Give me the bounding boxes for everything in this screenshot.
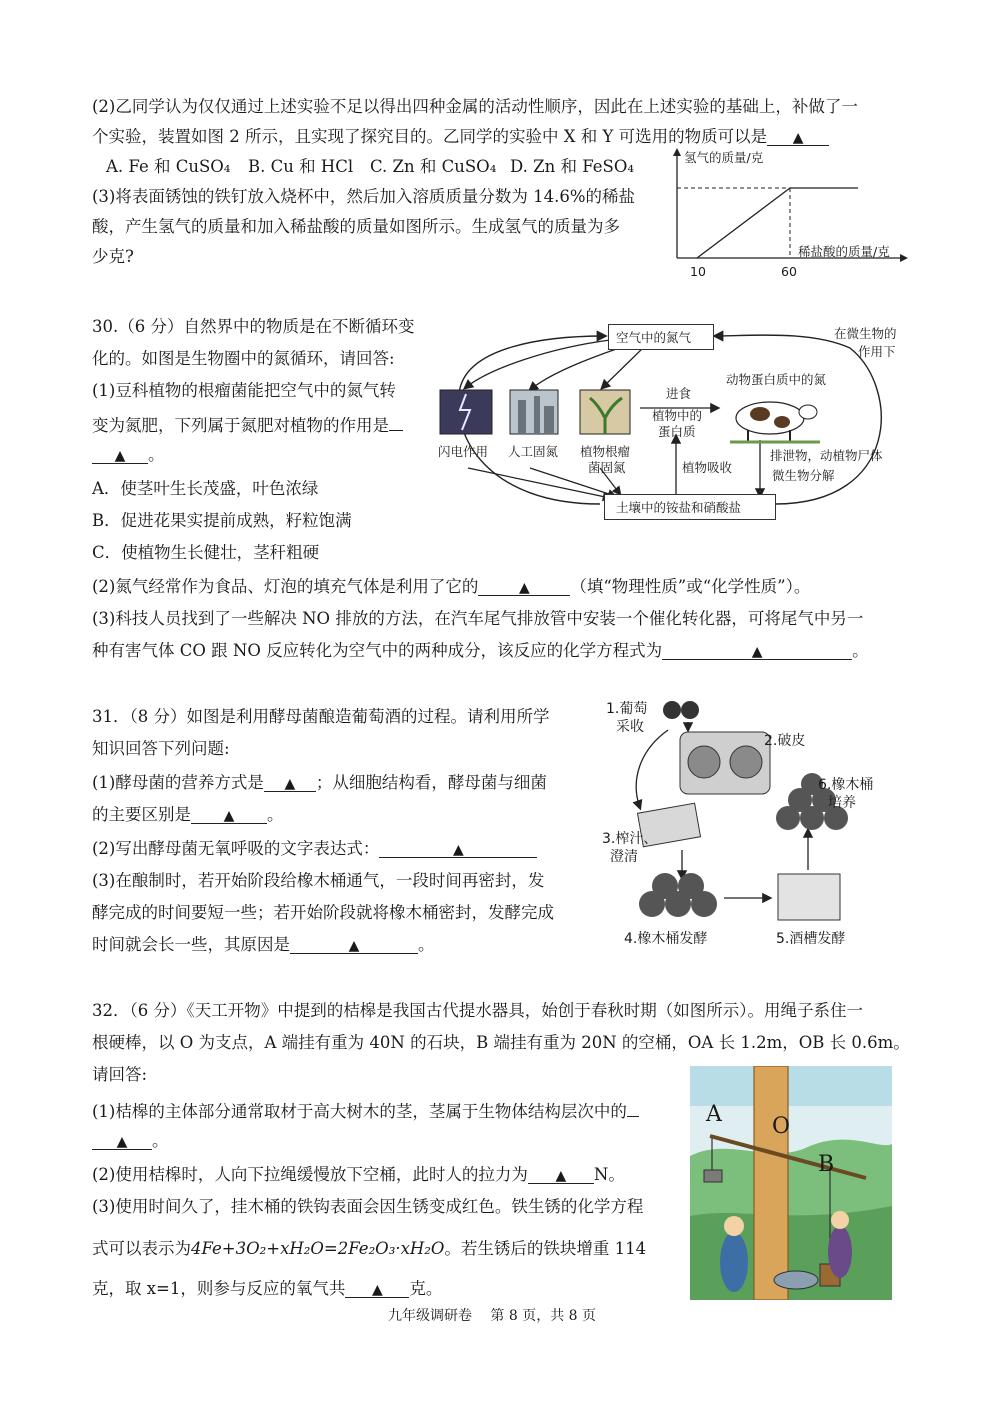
excrete-label-1: 排泄物，动植物尸体 xyxy=(770,448,883,463)
animal-protein-label: 动物蛋白质中的氮 xyxy=(726,372,827,387)
q32-line8 xyxy=(92,1238,646,1260)
microbe-label-2: 作用下 xyxy=(858,344,896,359)
answer-blank[interactable] xyxy=(345,1279,409,1298)
q31-line7: 酵完成的时间要短一些；若开始阶段就将橡木桶密封，发酵完成 xyxy=(92,903,554,922)
q32-line5: ▲ 。 xyxy=(92,1130,169,1152)
eat-label-1: 进食 xyxy=(666,386,692,401)
answer-blank[interactable] xyxy=(379,839,537,858)
q30-p3-end: 。 xyxy=(852,641,869,660)
step1-label-b: 采收 xyxy=(616,719,644,735)
q32-line6 xyxy=(92,1164,625,1186)
q31-line4-text: 的主要区别是 xyxy=(92,805,191,824)
q30-p2-text: (2)氮气经常作为食品、灯泡的填充气体是利用了它的 xyxy=(92,577,479,596)
q29-option-b: B. Cu 和 HCl xyxy=(248,157,354,176)
step6-label-a: 6.橡木桶 xyxy=(818,777,874,793)
answer-blank[interactable] xyxy=(92,445,148,464)
x-axis-arrow xyxy=(900,254,908,262)
nitrogen-cycle-diagram xyxy=(430,318,910,528)
q29-option-d: D. Zn 和 FeSO₄ xyxy=(510,157,634,176)
blank-marker: ▲ xyxy=(555,1168,567,1184)
answer-blank[interactable] xyxy=(478,577,570,596)
answer-blank[interactable] xyxy=(92,1131,152,1150)
rust-equation: 4Fe+3O₂+xH₂O=2Fe₂O₃·xH₂O xyxy=(191,1239,445,1258)
q30-line4-text: 变为氮肥，下列属于氮肥对植物的作用是 xyxy=(92,416,389,435)
microbe-label-1: 在微生物的 xyxy=(834,326,897,341)
q30-line3: (1)豆科植物的根瘤菌能把空气中的氮气转 xyxy=(92,381,396,400)
blank-marker: ▲ xyxy=(348,938,360,954)
curve-rise xyxy=(697,188,790,258)
label-B: B xyxy=(818,1152,835,1177)
q31-line3-suffix: ；从细胞结构看，酵母菌与细菌 xyxy=(315,773,547,792)
step4-label: 4.橡木桶发酵 xyxy=(624,931,708,947)
winemaking-svg xyxy=(600,690,900,950)
q31-line8-suffix: 。 xyxy=(418,935,435,954)
step5-label: 5.酒槽发酵 xyxy=(776,931,846,947)
q30-line4 xyxy=(92,412,403,437)
q30-line1: 30.（6 分）自然界中的物质是在不断循环变 xyxy=(92,317,415,336)
q31-line4-suffix: 。 xyxy=(267,805,284,824)
q32-line9-text: 克，取 x=1，则参与反应的氧气共 xyxy=(92,1279,346,1298)
lightning-label: 闪电作用 xyxy=(438,444,489,459)
blank-marker: ▲ xyxy=(452,842,464,858)
q31-line6: (3)在酿制时，若开始阶段给橡木桶通气，一段时间再密封，发 xyxy=(92,871,545,890)
step6-label-b: 培养 xyxy=(828,795,856,811)
chart-tick-60: 60 xyxy=(781,264,797,279)
q32-line9 xyxy=(92,1278,442,1300)
q31-line2: 知识回答下列问题: xyxy=(92,739,230,758)
q31-line8 xyxy=(92,934,435,956)
q29-p2-line1: (2)乙同学认为仅仅通过上述实验不足以得出四种金属的活动性顺序，因此在上述实验的基础上，补做了一 xyxy=(92,97,858,116)
q29-p2-line2 xyxy=(92,126,829,148)
q29-p2-line2-text: 个实验，装置如图 2 所示，且实现了探究目的。乙同学的实验中 X 和 Y 可选用的物质可以是 xyxy=(92,127,768,146)
q29-p3-line3: 少克? xyxy=(92,247,134,266)
rhizobia-label-2: 菌固氮 xyxy=(588,460,626,475)
answer-blank[interactable] xyxy=(528,1165,594,1184)
q32-line4 xyxy=(92,1098,639,1123)
q31-line3 xyxy=(92,772,547,794)
answer-blank-start[interactable] xyxy=(627,1098,639,1117)
answer-blank[interactable] xyxy=(191,805,267,824)
y-axis-arrow xyxy=(673,148,681,156)
answer-blank[interactable] xyxy=(290,935,418,954)
plant-absorb-label: 植物吸收 xyxy=(682,460,733,475)
q32-line4-text: (1)桔槔的主体部分通常取材于高大树木的茎，茎属于生物体结构层次中的 xyxy=(92,1102,627,1121)
q31-line1: 31．（8 分）如图是利用酵母菌酿造葡萄酒的过程。请利用所学 xyxy=(92,707,550,726)
blank-marker: ▲ xyxy=(284,776,296,792)
answer-blank[interactable] xyxy=(662,641,852,660)
blank-marker: ▲ xyxy=(751,644,763,660)
chart-tick-10: 10 xyxy=(690,264,706,279)
soil-salt-label: 土壤中的铵盐和硝酸盐 xyxy=(616,500,742,515)
step1-label-a: 1.葡萄 xyxy=(606,701,648,717)
q30-p3-line2 xyxy=(92,640,869,662)
q31-line5 xyxy=(92,838,537,860)
q29-option-c: C. Zn 和 CuSO₄ xyxy=(370,157,497,176)
step3-label-b: 澄清 xyxy=(610,849,638,865)
q32-line8-text: 式可以表示为 xyxy=(92,1239,191,1258)
q31-line3-text: (1)酵母菌的营养方式是 xyxy=(92,773,264,792)
q29-p3-line2: 酸，产生氢气的质量和加入稀盐酸的质量如图所示。生成氢气的质量为多 xyxy=(92,217,620,236)
q32-line2: 根硬棒，以 O 为支点，A 端挂有重为 40N 的石块，B 端挂有重为 20N 的空桶，OA 长 1.2m，OB 长 0.6m。 xyxy=(92,1033,910,1052)
blank-marker: ▲ xyxy=(116,1134,128,1150)
answer-blank-start[interactable] xyxy=(389,412,403,431)
step3-label-a: 3.榨汁、 xyxy=(602,831,658,847)
q32-line8-suffix: 。若生锈后的铁块增重 114 xyxy=(444,1239,647,1258)
blank-marker: ▲ xyxy=(114,448,126,464)
chart-xlabel: 稀盐酸的质量/克 xyxy=(798,244,890,259)
blank-marker: ▲ xyxy=(371,1282,383,1298)
q32-line7: (3)使用时间久了，挂木桶的铁钩表面会因生锈变成红色。铁生锈的化学方程 xyxy=(92,1197,644,1216)
label-A: A xyxy=(706,1102,722,1127)
eat-label-3: 蛋白质 xyxy=(658,424,696,439)
jiegao-illustration xyxy=(690,1066,892,1300)
step2-label: 2.破皮 xyxy=(764,733,806,749)
excrete-label-2: 微生物分解 xyxy=(772,468,835,483)
q32-line6-suffix: N。 xyxy=(593,1165,625,1184)
hydrogen-chart-svg xyxy=(662,146,912,282)
q29-option-a: A. Fe 和 CuSO₄ xyxy=(106,157,231,176)
blank-marker: ▲ xyxy=(792,130,804,146)
q30-option-a: A．使茎叶生长茂盛，叶色浓绿 xyxy=(92,479,319,498)
q29-p3-line1: (3)将表面锈蚀的铁钉放入烧杯中，然后加入溶质质量分数为 14.6%的稀盐 xyxy=(92,187,636,206)
page-footer: 九年级调研卷 第 8 页，共 8 页 xyxy=(387,1308,597,1324)
answer-blank[interactable] xyxy=(264,773,316,792)
q32-line6-text: (2)使用桔槔时，人向下拉绳缓慢放下空桶，此时人的拉力为 xyxy=(92,1165,528,1184)
q30-p2-suffix: （填“物理性质”或“化学性质”）。 xyxy=(570,577,811,596)
hydrogen-chart xyxy=(662,146,912,282)
q30-line2: 化的。如图是生物圈中的氮循环，请回答: xyxy=(92,349,395,368)
q32-line3: 请回答: xyxy=(92,1065,148,1084)
artificial-label: 人工固氮 xyxy=(508,444,559,459)
q30-line5: ▲ 。 xyxy=(92,444,165,466)
q30-option-b: B．促进花果实提前成熟，籽粒饱满 xyxy=(92,511,352,530)
blank-marker: ▲ xyxy=(518,580,530,596)
q30-p3-line1: (3)科技人员找到了一些解决 NO 排放的方法，在汽车尾气排放管中安装一个催化转化器，可将尾气中另一 xyxy=(92,609,864,628)
blank-marker: ▲ xyxy=(223,808,235,824)
q30-p3-text: 种有害气体 CO 跟 NO 反应转化为空气中的两种成分，该反应的化学方程式为 xyxy=(92,641,663,660)
chart-ylabel: 氢气的质量/克 xyxy=(684,150,764,165)
winemaking-figure xyxy=(600,690,900,950)
rhizobia-label-1: 植物根瘤 xyxy=(580,444,631,459)
q32-line9-suffix: 克。 xyxy=(409,1279,443,1298)
eat-label-2: 植物中的 xyxy=(652,408,703,423)
q32-line1: 32．（6 分）《天工开物》中提到的桔槔是我国古代提水器具，始创于春秋时期（如图所示）。用绳子系住一 xyxy=(92,1001,863,1020)
q31-line4 xyxy=(92,804,284,826)
q31-line5-text: (2)写出酵母菌无氧呼吸的文字表达式： xyxy=(92,839,380,858)
air-nitrogen-label: 空气中的氮气 xyxy=(616,330,692,345)
q31-line8-text: 时间就会长一些，其原因是 xyxy=(92,935,290,954)
q30-option-c: C．使植物生长健壮，茎秆粗硬 xyxy=(92,543,320,562)
answer-blank[interactable] xyxy=(767,127,829,146)
label-O: O xyxy=(772,1114,791,1139)
q30-p2 xyxy=(92,576,810,598)
